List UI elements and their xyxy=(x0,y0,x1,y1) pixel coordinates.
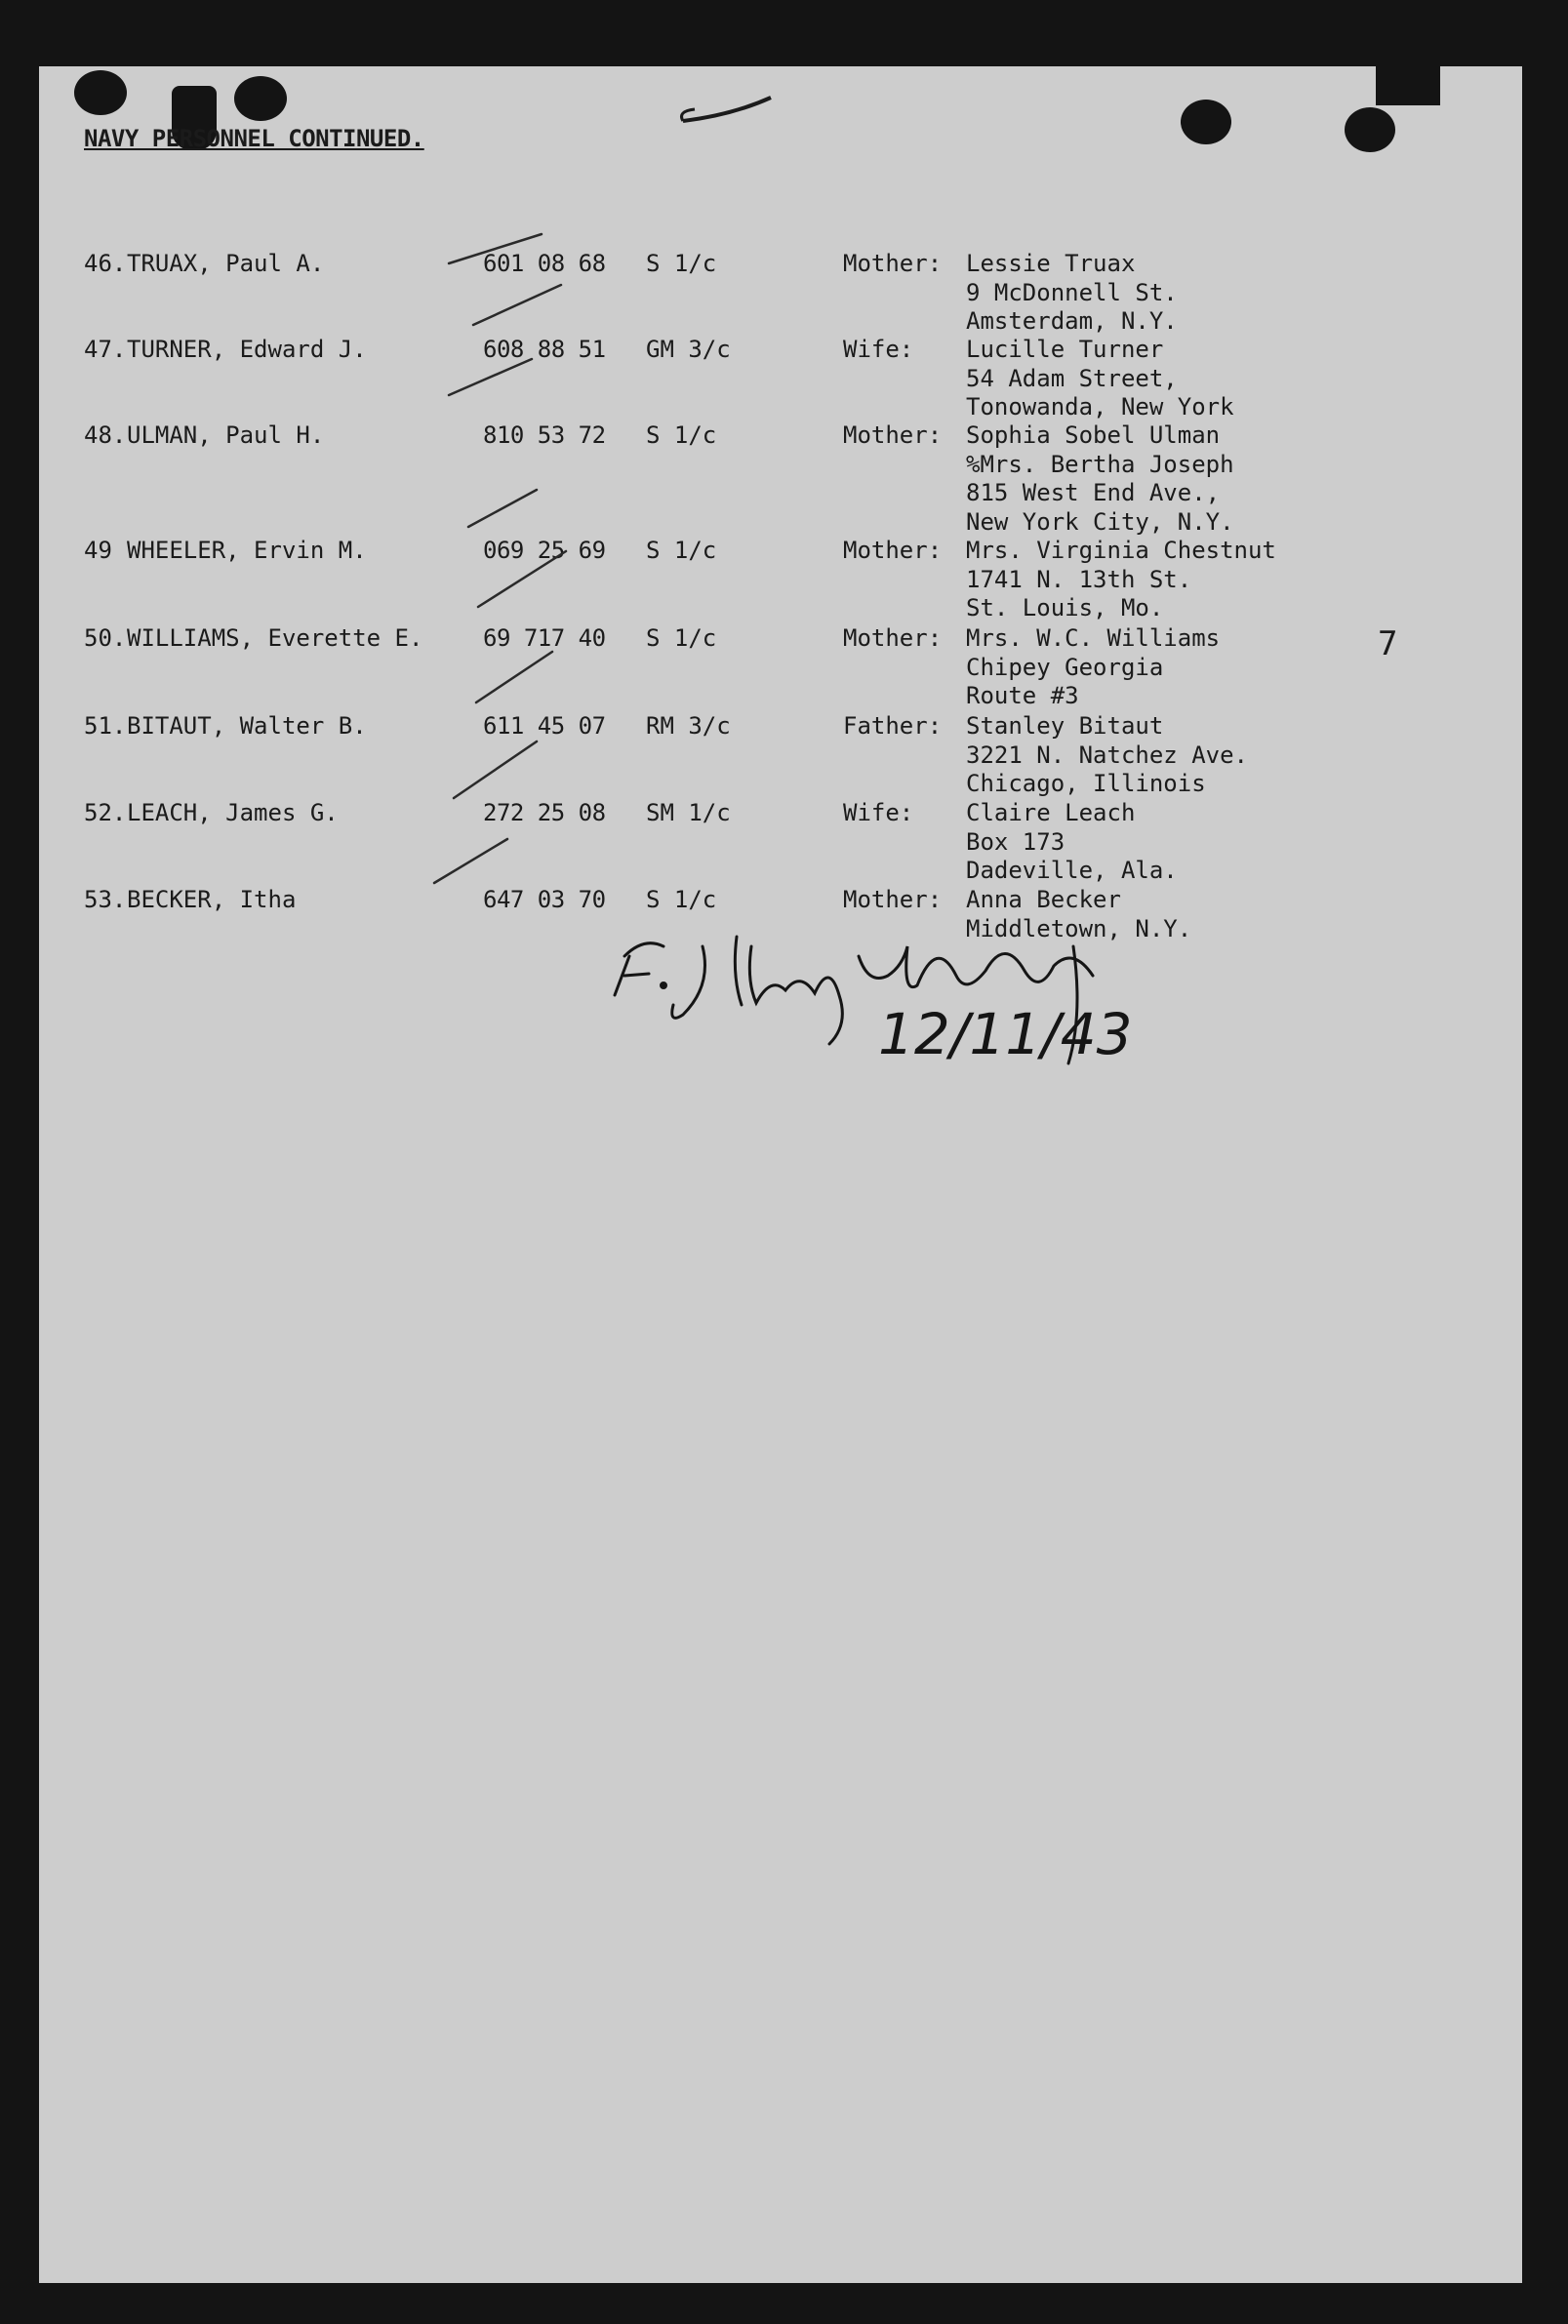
entry-serial: 611 45 07 xyxy=(483,712,606,740)
check-mark xyxy=(449,359,532,395)
entry-number: 46. xyxy=(84,250,127,277)
entry-serial: 601 08 68 xyxy=(483,250,606,277)
check-marks xyxy=(0,0,1568,976)
entry-relation: Mother: xyxy=(843,250,943,277)
address-line: Lucille Turner xyxy=(966,336,1164,363)
address-line: 3221 N. Natchez Ave. xyxy=(966,741,1248,769)
entry-name: LEACH, James G. xyxy=(127,799,339,826)
entry-name: WILLIAMS, Everette E. xyxy=(127,624,423,652)
entry-number: 48. xyxy=(84,421,127,449)
entry-serial: 810 53 72 xyxy=(483,421,606,449)
entry-number: 50. xyxy=(84,624,127,652)
entry-serial: 69 717 40 xyxy=(483,624,606,652)
address-line: 815 West End Ave., xyxy=(966,479,1221,506)
address-line: New York City, N.Y. xyxy=(966,507,1234,536)
entry-number: 51. xyxy=(84,712,127,740)
page-heading: NAVY PERSONNEL CONTINUED. xyxy=(84,125,424,152)
address-line: Amsterdam, N.Y. xyxy=(966,307,1178,335)
address-line: Middletown, N.Y. xyxy=(966,914,1192,942)
signature-date: 12/11/43 xyxy=(878,1001,1133,1067)
address-line: Lessie Truax xyxy=(966,250,1136,277)
margin-mark: 7 xyxy=(1378,624,1398,663)
address-line: Mrs. Virginia Chestnut xyxy=(966,537,1276,564)
address-line: Box 173 xyxy=(966,827,1065,856)
entry-rate: S 1/c xyxy=(646,421,717,449)
address-line: 54 Adam Street, xyxy=(966,364,1178,392)
address-line: Sophia Sobel Ulman xyxy=(966,421,1221,449)
address-line: 1741 N. 13th St. xyxy=(966,565,1192,593)
entry-rate: S 1/c xyxy=(646,537,717,564)
entry-rate: S 1/c xyxy=(646,250,717,277)
handwritten-signature xyxy=(566,878,1171,1077)
entry-relation: Mother: xyxy=(843,624,943,652)
entry-number: 52. xyxy=(84,799,127,826)
entry-name: BITAUT, Walter B. xyxy=(127,712,367,740)
entry-relation: Wife: xyxy=(843,336,914,363)
entry-relation: Wife: xyxy=(843,799,914,826)
address-line: Anna Becker xyxy=(966,886,1121,913)
entry-relation: Mother: xyxy=(843,537,943,564)
address-line: Chipey Georgia xyxy=(966,653,1164,681)
address-line: St. Louis, Mo. xyxy=(966,594,1164,621)
entry-number: 47. xyxy=(84,336,127,363)
check-mark xyxy=(434,839,507,883)
address-line: Chicago, Illinois xyxy=(966,770,1206,797)
entry-number: 49 xyxy=(84,537,112,564)
check-mark xyxy=(473,285,561,325)
entry-rate: RM 3/c xyxy=(646,712,731,740)
entry-rate: S 1/c xyxy=(646,624,717,652)
entry-name: WHEELER, Ervin M. xyxy=(127,537,367,564)
entry-name: TRUAX, Paul A. xyxy=(127,250,325,277)
entry-name: BECKER, Itha xyxy=(127,886,297,913)
entry-serial: 272 25 08 xyxy=(483,799,606,826)
address-line: Claire Leach xyxy=(966,799,1136,826)
entry-name: TURNER, Edward J. xyxy=(127,336,367,363)
check-mark xyxy=(454,741,537,798)
entry-rate: S 1/c xyxy=(646,886,717,913)
entry-serial: 608 88 51 xyxy=(483,336,606,363)
signature-scrawl xyxy=(566,878,1171,1073)
address-line: Dadeville, Ala. xyxy=(966,857,1178,884)
address-line: Route #3 xyxy=(966,682,1079,709)
entry-rate: GM 3/c xyxy=(646,336,731,363)
check-mark xyxy=(476,652,552,702)
entry-name: ULMAN, Paul H. xyxy=(127,421,325,449)
address-line: Stanley Bitaut xyxy=(966,712,1164,740)
entry-number: 53. xyxy=(84,886,127,913)
check-mark xyxy=(449,234,542,263)
entry-serial: 647 03 70 xyxy=(483,886,606,913)
address-line: %Mrs. Bertha Joseph xyxy=(966,450,1234,478)
entry-relation: Mother: xyxy=(843,886,943,913)
address-line: Mrs. W.C. Williams xyxy=(966,624,1221,652)
entry-serial: 069 25 69 xyxy=(483,537,606,564)
address-line: Tonowanda, New York xyxy=(966,393,1234,421)
entry-relation: Mother: xyxy=(843,421,943,449)
check-mark xyxy=(478,551,566,607)
address-line: 9 McDonnell St. xyxy=(966,278,1178,306)
entry-relation: Father: xyxy=(843,712,943,740)
entry-rate: SM 1/c xyxy=(646,799,731,826)
check-mark xyxy=(468,490,537,527)
